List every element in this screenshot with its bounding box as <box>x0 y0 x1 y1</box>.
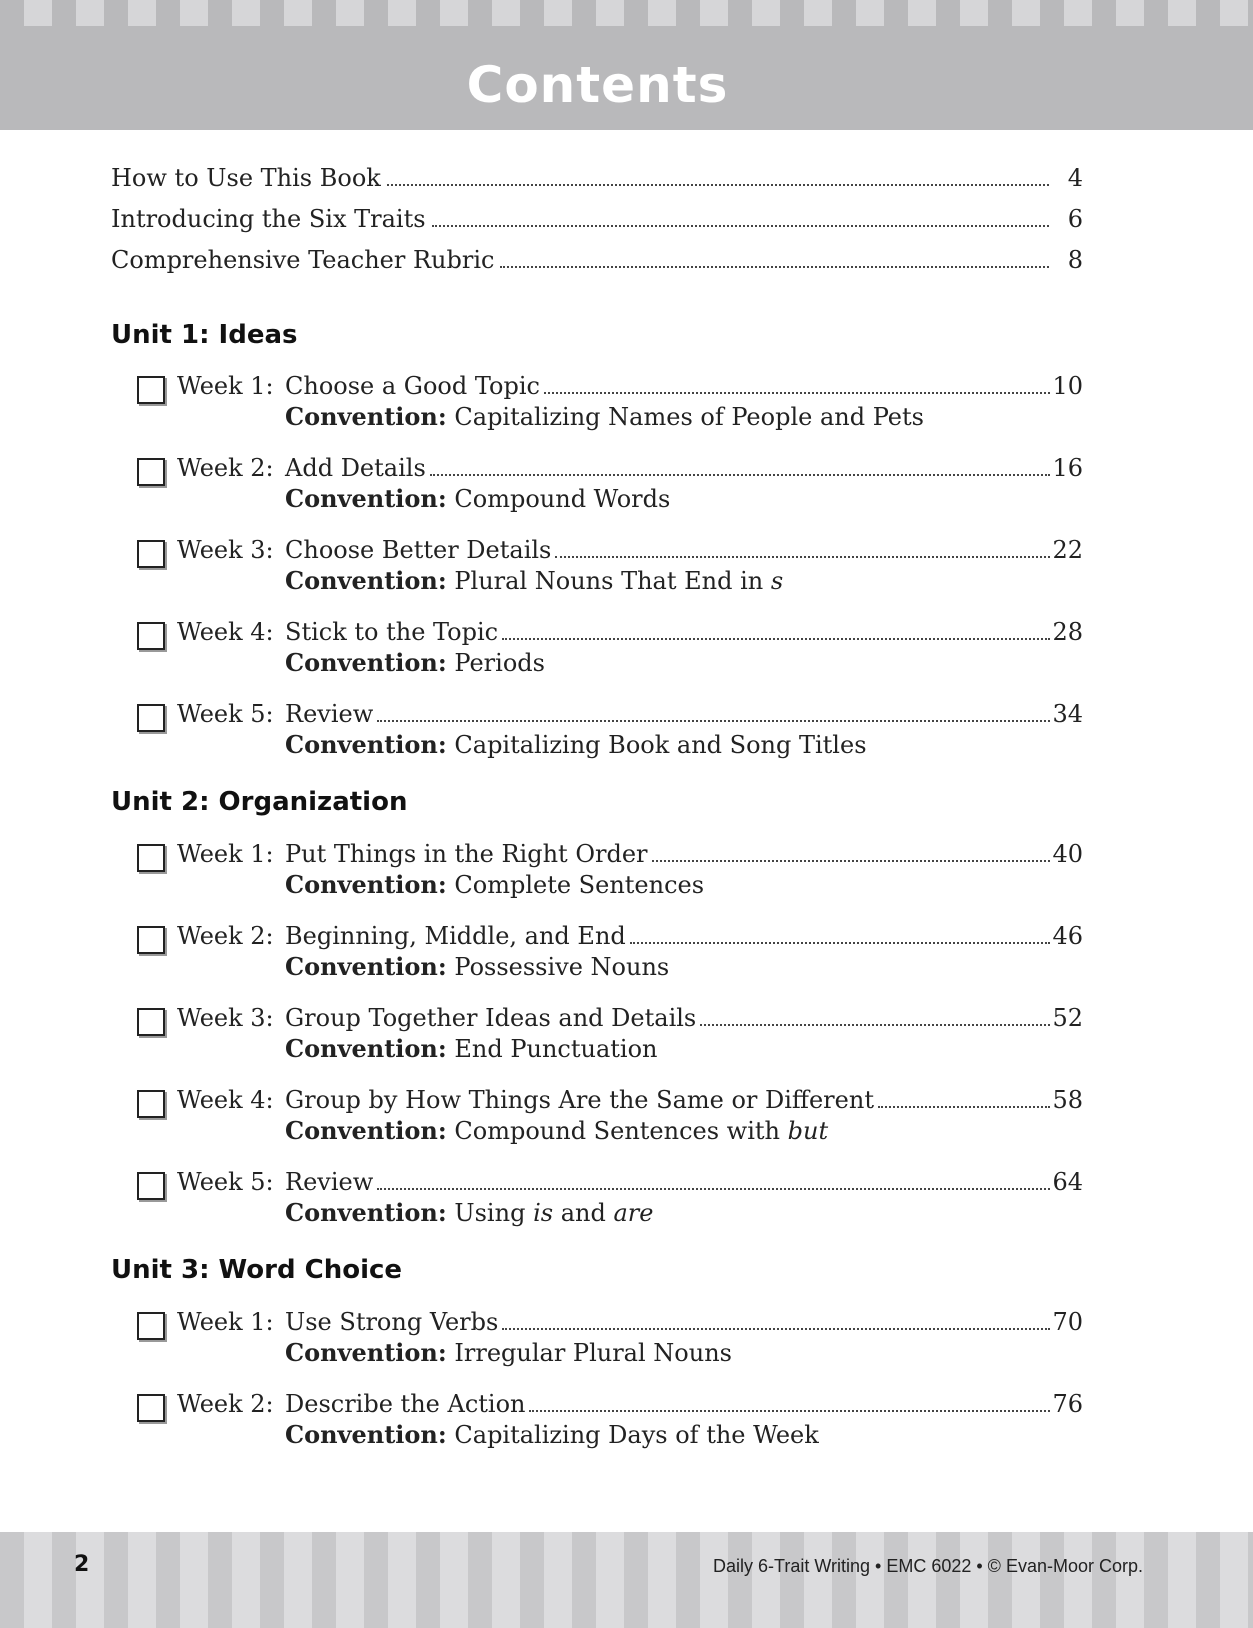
leader-dots <box>377 1188 1050 1190</box>
week-page: 28 <box>1052 618 1083 646</box>
unit-heading: Unit 1: Ideas <box>111 320 298 350</box>
convention-text: End Punctuation <box>454 1035 658 1063</box>
week-page: 58 <box>1052 1086 1083 1114</box>
week-label: Week 1: <box>177 1308 274 1336</box>
convention-text: Capitalizing Days of the Week <box>454 1421 819 1449</box>
convention-label: Convention: <box>285 730 447 759</box>
week-title: Beginning, Middle, and End <box>285 922 626 950</box>
week-title: Choose a Good Topic <box>285 372 540 400</box>
toc-week-entry <box>137 1308 1083 1372</box>
checkbox[interactable] <box>137 458 165 486</box>
checkbox[interactable] <box>137 1394 165 1422</box>
convention-text: Compound Words <box>454 485 671 513</box>
week-title: Choose Better Details <box>285 536 552 564</box>
toc-week-entry <box>137 1004 1083 1068</box>
checkbox[interactable] <box>137 376 165 404</box>
toc-week-entry <box>137 454 1083 518</box>
leader-dots <box>500 266 1049 268</box>
week-title: Group Together Ideas and Details <box>285 1004 697 1032</box>
week-title: Add Details <box>285 454 426 482</box>
week-page: 16 <box>1052 454 1083 482</box>
convention-label: Convention: <box>285 1116 447 1145</box>
toc-week-entry <box>137 1168 1083 1232</box>
week-title: Describe the Action <box>285 1390 526 1418</box>
week-page: 70 <box>1052 1308 1083 1336</box>
convention-text: Irregular Plural Nouns <box>454 1339 732 1367</box>
toc-entry-label: Introducing the Six Traits <box>111 205 426 233</box>
toc-front-entry <box>111 205 1083 233</box>
convention-text: Compound Sentences with <box>454 1117 788 1145</box>
week-title: Group by How Things Are the Same or Different <box>285 1086 874 1114</box>
week-label: Week 2: <box>177 1390 274 1418</box>
checkbox[interactable] <box>137 1090 165 1118</box>
leader-dots <box>387 184 1049 186</box>
week-label: Week 3: <box>177 1004 274 1032</box>
leader-dots <box>529 1410 1050 1412</box>
week-page: 34 <box>1052 700 1083 728</box>
checkbox[interactable] <box>137 1312 165 1340</box>
footer-credit: Daily 6-Trait Writing • EMC 6022 • © Evan-Moor Corp. <box>713 1556 1143 1576</box>
leader-dots <box>652 860 1051 862</box>
convention-text: Possessive Nouns <box>454 953 670 981</box>
week-label: Week 1: <box>177 840 274 868</box>
week-page: 52 <box>1052 1004 1083 1032</box>
checkbox[interactable] <box>137 844 165 872</box>
week-label: Week 1: <box>177 372 274 400</box>
week-page: 64 <box>1052 1168 1083 1196</box>
leader-dots <box>544 392 1051 394</box>
checkbox[interactable] <box>137 704 165 732</box>
page-number: 2 <box>74 1552 90 1577</box>
convention-label: Convention: <box>285 402 447 431</box>
week-label: Week 2: <box>177 454 274 482</box>
page-title: Contents <box>466 56 729 114</box>
toc-entry-page: 8 <box>1067 246 1083 274</box>
week-title: Stick to the Topic <box>285 618 499 646</box>
leader-dots <box>377 720 1050 722</box>
week-label: Week 5: <box>177 1168 274 1196</box>
footer-band <box>0 1532 1253 1628</box>
convention-text: Capitalizing Book and Song Titles <box>454 731 867 759</box>
week-label: Week 5: <box>177 700 274 728</box>
convention-label: Convention: <box>285 484 447 513</box>
toc-week-entry <box>137 840 1083 904</box>
week-page: 40 <box>1052 840 1083 868</box>
header-stripes <box>0 0 1253 26</box>
week-label: Week 2: <box>177 922 274 950</box>
convention-text: Periods <box>454 649 545 677</box>
checkbox[interactable] <box>137 622 165 650</box>
convention-text: Capitalizing Names of People and Pets <box>454 403 924 431</box>
convention-label: Convention: <box>285 566 447 595</box>
leader-dots <box>502 638 1050 640</box>
convention-label: Convention: <box>285 648 447 677</box>
convention-italic: but <box>787 1117 829 1145</box>
week-page: 76 <box>1052 1390 1083 1418</box>
toc-week-entry <box>137 618 1083 682</box>
convention-text: and <box>553 1199 614 1227</box>
convention-text: Using <box>454 1199 534 1227</box>
week-page: 46 <box>1052 922 1083 950</box>
unit-heading: Unit 3: Word Choice <box>111 1255 403 1285</box>
week-title: Review <box>285 700 374 728</box>
leader-dots <box>432 225 1049 227</box>
toc-week-entry <box>137 536 1083 600</box>
header-band <box>0 0 1253 130</box>
convention-label: Convention: <box>285 952 447 981</box>
convention-italic: are <box>613 1199 654 1227</box>
leader-dots <box>555 556 1050 558</box>
leader-dots <box>502 1328 1050 1330</box>
week-label: Week 4: <box>177 1086 274 1114</box>
leader-dots <box>878 1106 1050 1108</box>
convention-label: Convention: <box>285 870 447 899</box>
week-title: Put Things in the Right Order <box>285 840 648 868</box>
convention-italic: is <box>533 1199 554 1227</box>
toc-entry-label: Comprehensive Teacher Rubric <box>111 246 495 274</box>
checkbox[interactable] <box>137 1008 165 1036</box>
toc-entry-page: 4 <box>1067 164 1083 192</box>
checkbox[interactable] <box>137 1172 165 1200</box>
leader-dots <box>430 474 1051 476</box>
toc-week-entry <box>137 922 1083 986</box>
week-title: Use Strong Verbs <box>285 1308 499 1336</box>
toc-entry-page: 6 <box>1067 205 1083 233</box>
convention-label: Convention: <box>285 1034 447 1063</box>
checkbox[interactable] <box>137 540 165 568</box>
week-label: Week 3: <box>177 536 274 564</box>
convention-italic: s <box>770 567 784 595</box>
convention-label: Convention: <box>285 1338 447 1367</box>
toc-week-entry <box>137 700 1083 764</box>
toc-week-entry <box>137 1086 1083 1150</box>
toc-front-entry <box>111 246 1083 274</box>
toc-front-entry <box>111 164 1083 192</box>
toc-week-entry <box>137 1390 1083 1454</box>
week-label: Week 4: <box>177 618 274 646</box>
week-page: 22 <box>1052 536 1083 564</box>
convention-text: Complete Sentences <box>454 871 705 899</box>
convention-text: Plural Nouns That End in <box>454 567 771 595</box>
week-page: 10 <box>1052 372 1083 400</box>
leader-dots <box>700 1024 1050 1026</box>
convention-label: Convention: <box>285 1420 447 1449</box>
unit-heading: Unit 2: Organization <box>111 787 408 817</box>
convention-label: Convention: <box>285 1198 447 1227</box>
toc-week-entry <box>137 372 1083 436</box>
checkbox[interactable] <box>137 926 165 954</box>
toc-entry-label: How to Use This Book <box>111 164 381 192</box>
week-title: Review <box>285 1168 374 1196</box>
leader-dots <box>630 942 1051 944</box>
